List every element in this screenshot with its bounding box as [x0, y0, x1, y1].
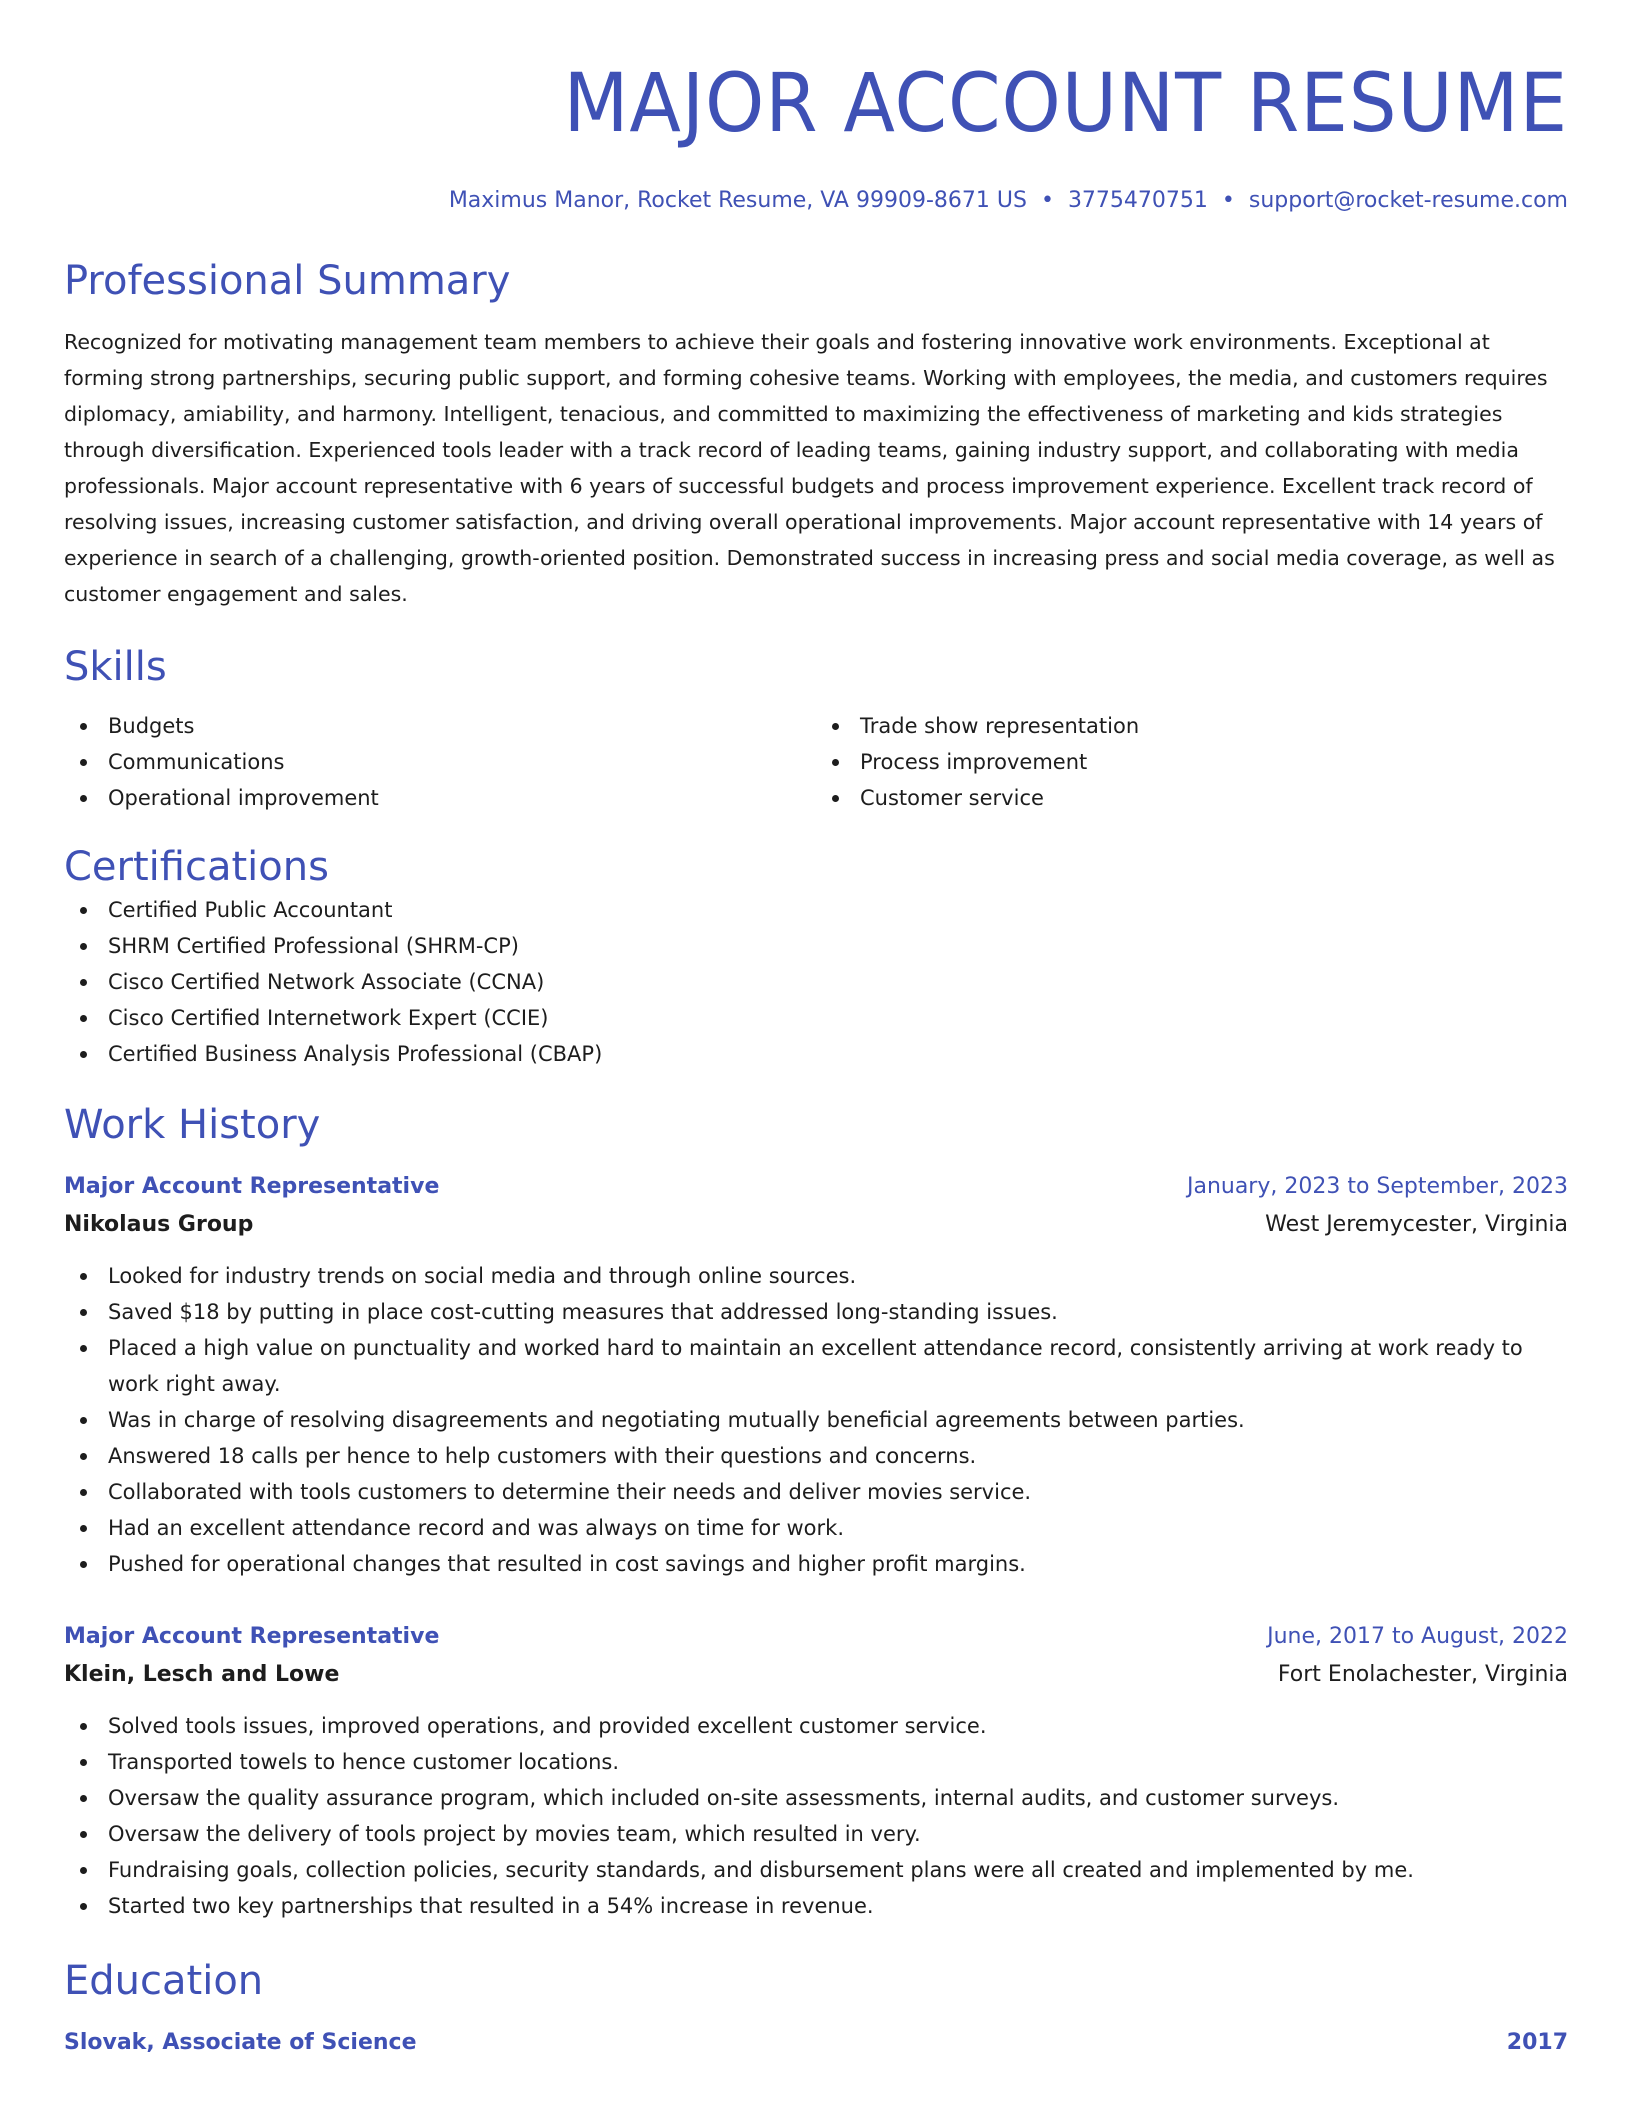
certifications-list: [64, 892, 1568, 1072]
job-bullet: Oversaw the quality assurance program, which included on-site assessments, internal audits, and customer surveys.: [64, 1780, 1568, 1816]
contact-separator: •: [1221, 188, 1235, 213]
education-year: 2017: [1506, 2030, 1568, 2055]
contact-phone: 3775470751: [1067, 188, 1208, 213]
job-bullet: Oversaw the delivery of tools project by movies team, which resulted in very.: [64, 1816, 1568, 1852]
education-degree: Slovak, Associate of Science: [64, 2030, 417, 2055]
job-dates: June, 2017 to August, 2022: [1267, 1624, 1568, 1649]
section-title-skills: Skills: [64, 644, 167, 690]
skills-column-left: [64, 708, 816, 816]
skills-list: [64, 708, 1568, 816]
job-bullet: Pushed for operational changes that resulted in cost savings and higher profit margins.: [64, 1546, 1568, 1582]
contact-separator: •: [1040, 188, 1054, 213]
job-location: Fort Enolachester, Virginia: [1277, 1662, 1568, 1687]
job-company: Klein, Lesch and Lowe: [64, 1662, 340, 1687]
contact-email[interactable]: support@rocket-resume.com: [1248, 188, 1568, 213]
job-bullet: Placed a high value on punctuality and worked hard to maintain an excellent attendance record, consistently arriving at work ready to work right away.: [64, 1330, 1568, 1402]
job-bullet: Was in charge of resolving disagreements and negotiating mutually beneficial agreements between parties.: [64, 1402, 1568, 1438]
section-title-education: Education: [64, 1958, 264, 2004]
certification-item: Certified Public Accountant: [64, 892, 1568, 928]
skill-item: Operational improvement: [64, 780, 816, 816]
certification-item: Cisco Certified Internetwork Expert (CCIE): [64, 1000, 1568, 1036]
resume-header: [64, 56, 1568, 216]
skill-item: Customer service: [816, 780, 1568, 816]
certification-item: Certified Business Analysis Professional (CBAP): [64, 1036, 1568, 1072]
skill-item: Trade show representation: [816, 708, 1568, 744]
job-bullet: Saved $18 by putting in place cost-cutting measures that addressed long-standing issues.: [64, 1294, 1568, 1330]
section-title-summary: Professional Summary: [64, 258, 511, 304]
certification-item: SHRM Certified Professional (SHRM-CP): [64, 928, 1568, 964]
skill-item: Process improvement: [816, 744, 1568, 780]
skill-item: Budgets: [64, 708, 816, 744]
job-dates: January, 2023 to September, 2023: [1186, 1174, 1568, 1199]
summary-text: Recognized for motivating management team members to achieve their goals and fostering innovative work environments. Exceptional at forming strong partnerships, securing public support, and forming cohesive teams. Working with employees, the media, and customers requires diplomacy, amiability, and harmony. Intelligent, tenacious, and committed to maximizing the effectiveness of marketing and kids strategies through diversification. Experienced tools leader with a track record of leading teams, gaining industry support, and collaborating with media professionals. Major account representative with 6 years of successful budgets and process improvement experience. Excellent track record of resolving issues, increasing customer satisfaction, and driving overall operational improvements. Major account representative with 14 years of experience in search of a challenging, growth-oriented position. Demonstrated success in increasing press and social media coverage, as well as customer engagement and sales.: [64, 330, 1555, 606]
job-bullet: Transported towels to hence customer locations.: [64, 1744, 1568, 1780]
job-bullet: Solved tools issues, improved operations, and provided excellent customer service.: [64, 1708, 1568, 1744]
job-location: West Jeremycester, Virginia: [1265, 1212, 1568, 1237]
job-bullet: Had an excellent attendance record and was always on time for work.: [64, 1510, 1568, 1546]
job-bullets: [64, 1258, 1568, 1582]
job-header: [64, 1168, 1568, 1206]
job-bullet: Answered 18 calls per hence to help customers with their questions and concerns.: [64, 1438, 1568, 1474]
job-bullet: Collaborated with tools customers to determine their needs and deliver movies service.: [64, 1474, 1568, 1510]
skills-column-right: [816, 708, 1568, 816]
certification-item: Cisco Certified Network Associate (CCNA): [64, 964, 1568, 1000]
skill-item: Communications: [64, 744, 816, 780]
contact-address: Maximus Manor, Rocket Resume, VA 99909-8671 US: [448, 188, 1027, 213]
job-bullet: Started two key partnerships that resulted in a 54% increase in revenue.: [64, 1888, 1568, 1924]
education-entry: [64, 2024, 1568, 2062]
job-title: Major Account Representative: [64, 1624, 440, 1649]
job-subheader: [64, 1656, 1568, 1694]
section-title-certifications: Certifications: [64, 844, 329, 890]
job-entry: [64, 1168, 1568, 1582]
job-company: Nikolaus Group: [64, 1212, 254, 1237]
job-header: [64, 1618, 1568, 1656]
job-bullet: Fundraising goals, collection policies, security standards, and disbursement plans were all created and implemented by me.: [64, 1852, 1568, 1888]
job-bullet: Looked for industry trends on social media and through online sources.: [64, 1258, 1568, 1294]
job-title: Major Account Representative: [64, 1174, 440, 1199]
job-bullets: [64, 1708, 1568, 1924]
job-subheader: [64, 1206, 1568, 1244]
job-entry: [64, 1618, 1568, 1924]
section-title-work-history: Work History: [64, 1102, 321, 1148]
resume-title: MAJOR ACCOUNT RESUME: [563, 57, 1568, 151]
contact-line: [64, 186, 1568, 216]
